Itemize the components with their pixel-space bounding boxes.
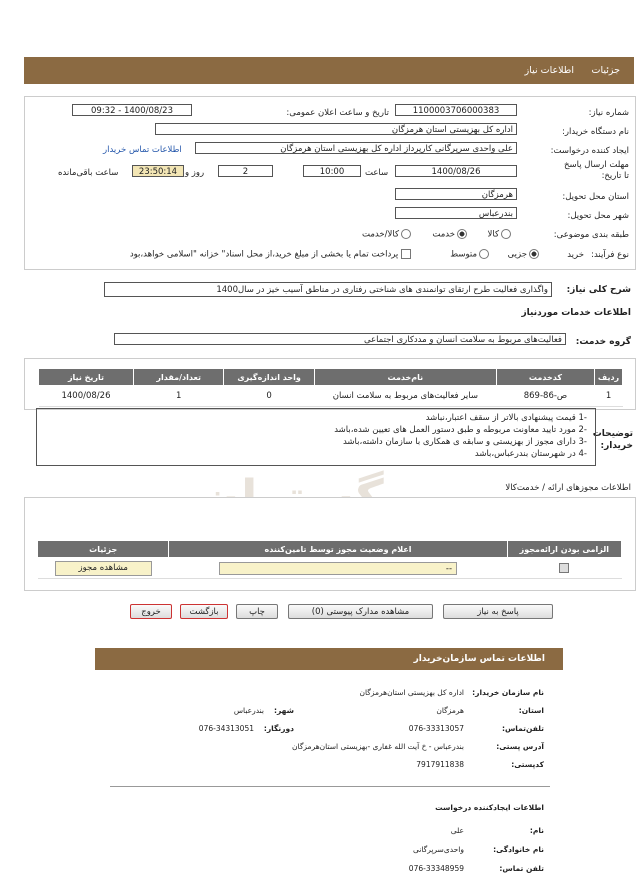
table-row — [38, 558, 622, 579]
cell-permit-status — [169, 558, 507, 579]
tab-need-info[interactable]: اطلاعات نیاز — [524, 65, 574, 76]
contact-org-value: اداره کل بهزیستی استان‌هرمزگان — [359, 688, 464, 697]
process-minor-option[interactable] — [508, 249, 539, 260]
view-permit-button[interactable]: مشاهده مجوز — [55, 561, 152, 576]
contact-postal-value: 7917911838 — [416, 760, 464, 769]
days-label: روز و — [185, 168, 205, 178]
services-title: اطلاعات خدمات موردنیاز — [521, 308, 631, 318]
radio-goods-service-icon[interactable] — [401, 229, 411, 239]
permits-title: اطلاعات مجوزهای ارائه / خدمت‌کالا — [505, 483, 631, 493]
creator-name-value: علی — [450, 826, 464, 835]
buyer-org-field: اداره کل بهزیستی استان هرمزگان — [155, 123, 517, 135]
creator-title: اطلاعات ایجادکننده درخواست — [435, 803, 544, 812]
service-group-field: فعالیت‌های مربوط به سلامت انسان و مددکاری اجتماعی — [114, 333, 566, 345]
permits-table — [37, 540, 622, 579]
col-code: کدخدمت — [496, 369, 594, 386]
radio-service-icon[interactable] — [457, 229, 467, 239]
creator-phone-value: 076-33348959 — [408, 864, 464, 873]
cell-unit: 0 — [224, 386, 314, 407]
process-minor-text: جزیی — [507, 249, 527, 260]
cell-name: سایر فعالیت‌های مربوط به سلامت انسان — [314, 386, 496, 407]
category-goods-option[interactable] — [488, 229, 511, 240]
print-button[interactable]: چاپ — [236, 604, 278, 619]
col-permit-details: جزئیات — [38, 541, 169, 558]
cell-code: ص-86-869 — [496, 386, 594, 407]
creator-phone-label: تلفن‌ تماس: — [499, 864, 544, 873]
contact-city-label: شهر: — [274, 706, 294, 715]
note-line-3: -3 دارای مجوز از بهزیستی و سابقه ی همکاری با سازمان داشته،باشد — [342, 437, 587, 447]
radio-goods-icon[interactable] — [501, 229, 511, 239]
note-line-4: -4 در شهرستان بندرعباس،باشد — [474, 449, 587, 459]
services-table-header — [39, 369, 623, 386]
cell-date: 1400/08/26 — [39, 386, 134, 407]
contact-address-label: آدرس‌ پستی: — [496, 742, 544, 751]
city-label: شهر محل تحویل: — [567, 211, 629, 221]
category-goods-service-option[interactable] — [362, 229, 411, 240]
contact-bar — [95, 648, 563, 670]
process-medium-option[interactable] — [450, 249, 489, 260]
need-number-label: شماره نیاز: — [588, 108, 629, 118]
col-permit-status: اعلام وضعیت مجوز توسط تامین‌کننده — [169, 541, 507, 558]
col-name: نام‌خدمت — [314, 369, 496, 386]
process-label: نوع فرآیند: — [591, 250, 629, 260]
permit-status-field[interactable]: -- — [219, 562, 457, 575]
radio-medium-icon[interactable] — [479, 249, 489, 259]
permit-required-checkbox-icon — [559, 563, 569, 573]
buyer-notes-label: توضیحات خریدار: — [592, 429, 633, 451]
col-permit-required: الزامی بودن ارائه‌مجوز — [507, 541, 621, 558]
payment-note-text: پرداخت تمام یا بخشی از مبلغ خرید،از محل اسناد" خزانه "اسلامی خواهد،بود — [129, 249, 399, 260]
exit-button[interactable]: خروج — [130, 604, 172, 619]
announce-label: تاریخ و ساعت اعلان عمومی: — [286, 108, 389, 118]
table-row — [39, 386, 623, 407]
col-row: ردیف — [595, 369, 623, 386]
attachments-button[interactable]: مشاهده مدارک پیوستی (0) — [288, 604, 433, 619]
contact-divider — [110, 786, 550, 787]
cell-permit-details — [38, 558, 169, 579]
process-medium-text: متوسط — [450, 249, 477, 260]
contact-phone-label: تلفن‌تماس: — [501, 724, 544, 733]
contact-province-value: هرمزگان — [436, 706, 464, 715]
permits-table-header — [38, 541, 622, 558]
contact-fax-value: 076-34313051 — [198, 724, 254, 733]
summary-label: شرح کلی نیاز: — [566, 285, 631, 295]
deadline-label: مهلت ارسال پاسخ تا تاریخ: — [564, 160, 629, 181]
note-line-2: -2 مورد تایید معاونت مربوطه و طبق دستور العمل های تعیین شده،باشد — [334, 425, 587, 435]
col-unit: واحد اندازه‌گیری — [224, 369, 314, 386]
cell-row: 1 — [595, 386, 623, 407]
contact-postal-label: کدپستی: — [511, 760, 544, 769]
cell-qty: 1 — [133, 386, 223, 407]
days-field: 2 — [218, 165, 273, 177]
category-goods-text: کالا — [487, 229, 499, 240]
contact-bar-title: اطلاعات تماس سازمان‌خریدار — [413, 654, 545, 664]
service-group-label: گروه خدمت: — [575, 337, 631, 347]
contact-fax-label: دورنگار: — [263, 724, 294, 733]
col-date: تاریخ نیاز — [39, 369, 134, 386]
contact-address-value: بندرعباس - خ آیت الله غفاری -بهزیستی استان‌هرمزگان — [292, 742, 464, 751]
announce-field: 1400/08/23 - 09:32 — [72, 104, 192, 116]
need-number-field: 1100003706000383 — [395, 104, 517, 116]
radio-minor-icon[interactable] — [529, 249, 539, 259]
deadline-date-field: 1400/08/26 — [395, 165, 517, 177]
province-label: استان محل تحویل: — [562, 192, 629, 202]
category-service-text: خدمت — [432, 229, 455, 240]
deadline-time-field: 10:00 — [303, 165, 361, 177]
creator-family-value: واحدی‌سرپرگانی — [413, 845, 464, 854]
summary-field: واگذاری فعالیت طرح ارتقای توانمندی های شناختی رفتاری در مناطق آسیب خیز در سال1400 — [104, 282, 552, 297]
category-service-option[interactable] — [432, 229, 467, 240]
page-header — [24, 57, 634, 84]
buyer-notes-box — [36, 408, 596, 466]
contact-city-value: بندرعباس — [233, 706, 264, 715]
creator-family-label: نام‌ خانوادگی: — [493, 845, 544, 854]
requester-label: ایجاد کننده درخواست: — [550, 146, 629, 156]
tab-details[interactable]: جزئیات — [591, 65, 620, 76]
payment-checkbox-icon[interactable] — [401, 249, 411, 259]
reply-button[interactable]: پاسخ به نیاز — [443, 604, 553, 619]
payment-note-option[interactable] — [130, 249, 411, 260]
creator-name-label: نام: — [529, 826, 544, 835]
category-label: طبقه بندی موضوعی: — [553, 230, 629, 240]
buyer-org-label: نام دستگاه خریدار: — [562, 127, 629, 137]
process-purchase-value: خرید — [567, 250, 584, 260]
time-label: ساعت — [365, 168, 389, 178]
remaining-label: ساعت باقی‌مانده — [58, 168, 119, 178]
city-field: بندرعباس — [395, 207, 517, 219]
province-field: هرمزگان — [395, 188, 517, 200]
back-button[interactable]: بازگشت — [180, 604, 228, 619]
category-goods-service-text: کالا/خدمت — [362, 229, 399, 240]
cell-permit-required — [507, 558, 621, 579]
note-line-1: -1 قیمت پیشنهادی بالاتر از سقف اعتبار،نباشد — [425, 413, 587, 423]
remaining-time-field: 23:50:14 — [132, 165, 184, 177]
col-qty: تعداد/مقدار — [133, 369, 223, 386]
requester-field: علی واحدی سرپرگانی کارپرداز اداره کل بهزیستی استان هرمزگان — [195, 142, 517, 154]
contact-org-label: نام سازمان‌ خریدار: — [472, 688, 544, 697]
buyer-contact-link[interactable]: اطلاعات تماس خریدار — [103, 145, 182, 155]
contact-province-label: استان: — [518, 706, 544, 715]
contact-phone-value: 076-33313057 — [408, 724, 464, 733]
services-table — [38, 368, 623, 407]
